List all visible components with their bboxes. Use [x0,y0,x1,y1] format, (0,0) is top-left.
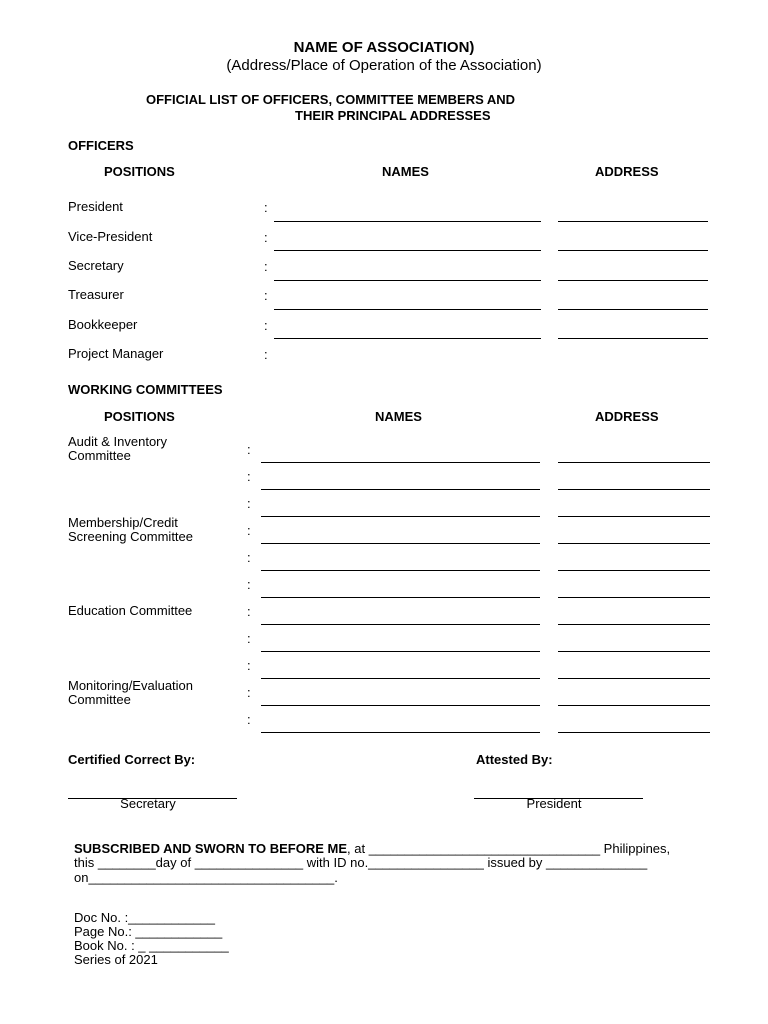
name-blank-line[interactable] [274,309,541,310]
committee-label-line2: Committee [68,692,131,707]
address-blank-line[interactable] [558,338,708,339]
name-blank-line[interactable] [261,705,540,706]
name-blank-line[interactable] [261,570,540,571]
address-blank-line[interactable] [558,221,708,222]
committee-membership-credit-label [68,516,193,544]
name-blank-line[interactable] [261,489,540,490]
colon-separator: : [247,469,251,484]
association-name-title: NAME OF ASSOCIATION) [293,39,475,56]
colon-separator: : [247,523,251,538]
address-blank-line[interactable] [558,543,710,544]
attested-by-label: Attested By: [476,752,553,767]
colon-separator: : [264,230,268,245]
name-blank-line[interactable] [274,250,541,251]
committees-section-title: WORKING COMMITTEES [68,382,223,397]
address-blank-line[interactable] [558,516,710,517]
committee-label-line1: Audit & Inventory [68,434,167,449]
committee-label-line2: Screening Committee [68,529,193,544]
colon-separator: : [264,288,268,303]
position-label: Bookkeeper [68,317,138,332]
series-year-field: Series of 2021 [74,952,158,967]
secretary-caption: Secretary [120,796,176,811]
committee-education-label [68,604,192,618]
committee-label-line2: Committee [68,448,131,463]
committee-label-line1: Education Committee [68,603,193,618]
doc-no-field: Doc No. :____________ [74,910,215,925]
colon-separator: : [264,259,268,274]
position-label: Secretary [68,258,124,273]
committees-positions-header: POSITIONS [104,409,175,424]
colon-separator: : [264,318,268,333]
name-blank-line[interactable] [261,516,540,517]
name-blank-line[interactable] [261,678,540,679]
colon-separator: : [247,685,251,700]
address-blank-line[interactable] [558,570,710,571]
colon-separator: : [247,631,251,646]
committees-names-header: NAMES [375,409,422,424]
name-blank-line[interactable] [274,221,541,222]
position-label: President [68,199,123,214]
oath-line1-rest: , at ________________________________ Philippines, [347,841,671,856]
colon-separator: : [247,577,251,592]
address-blank-line[interactable] [558,489,710,490]
officers-positions-header: POSITIONS [104,164,175,179]
official-list-heading-line1: OFFICIAL LIST OF OFFICERS, COMMITTEE MEMBERS AND [146,92,516,107]
oath-line2: this ________day of _______________ with ID no.________________ issued by ______________ [74,855,648,870]
colon-separator: : [264,200,268,215]
official-list-heading-line2: THEIR PRINCIPAL ADDRESSES [295,108,491,123]
colon-separator: : [247,496,251,511]
association-address-subtitle: (Address/Place of Operation of the Association) [226,57,542,74]
officers-section-title: OFFICERS [68,138,134,153]
colon-separator: : [247,712,251,727]
oath-line3: on__________________________________. [74,870,338,885]
name-blank-line[interactable] [274,338,541,339]
colon-separator: : [247,604,251,619]
book-no-field: Book No. : _ ___________ [74,938,229,953]
name-blank-line[interactable] [261,732,540,733]
address-blank-line[interactable] [558,651,710,652]
position-label: Treasurer [68,287,124,302]
oath-bold-lead: SUBSCRIBED AND SWORN TO BEFORE ME [74,841,348,856]
name-blank-line[interactable] [261,462,540,463]
committee-label-line1: Membership/Credit [68,515,178,530]
officers-names-header: NAMES [382,164,429,179]
colon-separator: : [247,442,251,457]
name-blank-line[interactable] [274,280,541,281]
oath-line1 [74,841,670,856]
name-blank-line[interactable] [261,651,540,652]
address-blank-line[interactable] [558,309,708,310]
position-label: Vice-President [68,229,153,244]
address-blank-line[interactable] [558,678,710,679]
colon-separator: : [264,347,268,362]
committee-monitoring-evaluation-label [68,679,193,707]
address-blank-line[interactable] [558,732,710,733]
name-blank-line[interactable] [261,624,540,625]
colon-separator: : [247,658,251,673]
page-no-field: Page No.: ____________ [74,924,223,939]
president-caption: President [526,796,582,811]
name-blank-line[interactable] [261,543,540,544]
address-blank-line[interactable] [558,462,710,463]
committees-address-header: ADDRESS [595,409,659,424]
position-label: Project Manager [68,346,164,361]
address-blank-line[interactable] [558,280,708,281]
certified-correct-label: Certified Correct By: [68,752,196,767]
colon-separator: : [247,550,251,565]
address-blank-line[interactable] [558,624,710,625]
address-blank-line[interactable] [558,705,710,706]
name-blank-line[interactable] [261,597,540,598]
address-blank-line[interactable] [558,250,708,251]
committee-audit-inventory-label [68,435,167,463]
address-blank-line[interactable] [558,597,710,598]
officers-address-header: ADDRESS [595,164,659,179]
committee-label-line1: Monitoring/Evaluation [68,678,194,693]
